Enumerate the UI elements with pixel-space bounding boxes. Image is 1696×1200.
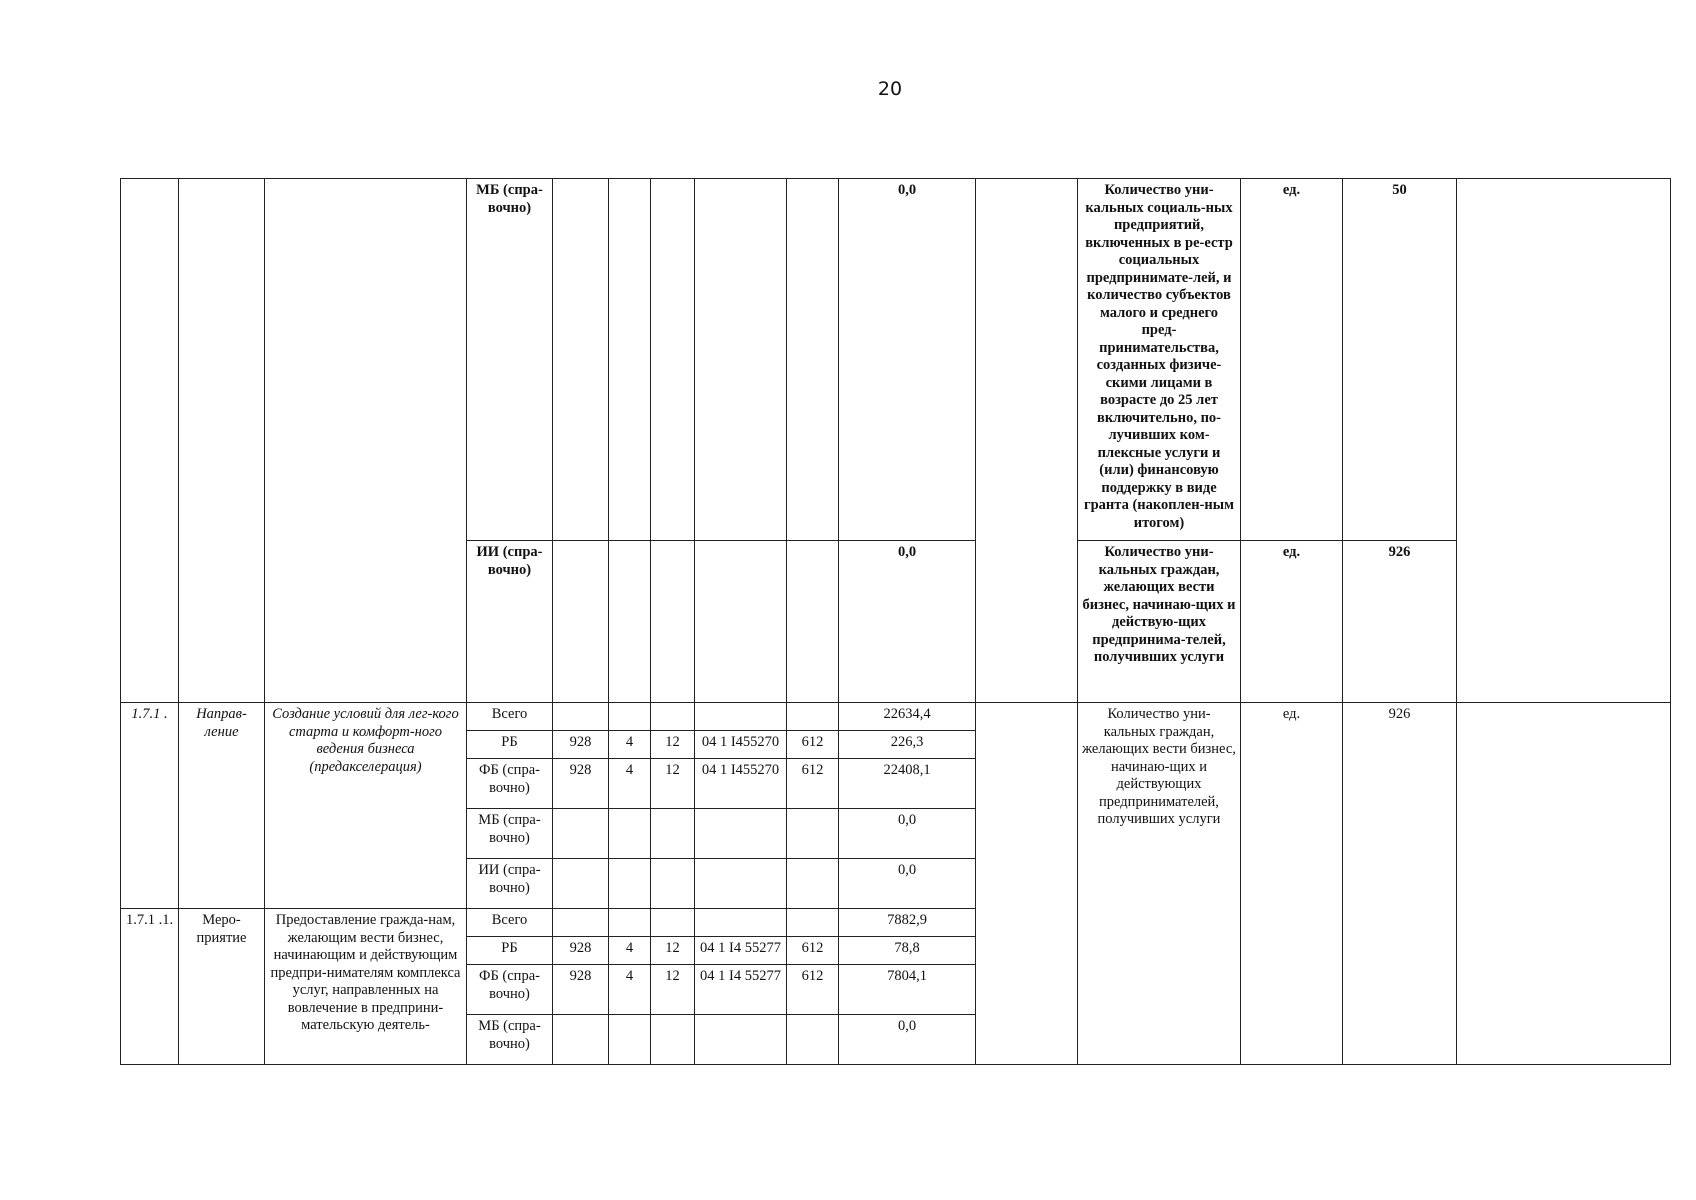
source-cell: Всего <box>467 703 553 731</box>
unit-cell: ед. <box>1241 703 1343 1065</box>
table-row <box>121 179 1671 541</box>
pr-cell: 12 <box>651 731 695 759</box>
source-cell: ИИ (спра-вочно) <box>467 541 553 703</box>
rz-cell <box>609 809 651 859</box>
csr-cell <box>695 179 787 541</box>
pr-cell <box>651 703 695 731</box>
vr-cell <box>787 541 839 703</box>
grbs-cell <box>553 1015 609 1065</box>
grbs-cell <box>553 703 609 731</box>
amount-cell: 0,0 <box>839 859 976 909</box>
budget-table <box>120 178 1671 1065</box>
pr-cell <box>651 809 695 859</box>
rz-cell <box>609 541 651 703</box>
amount-cell: 0,0 <box>839 1015 976 1065</box>
cell-empty <box>121 179 179 703</box>
indicator-cell: Количество уни-кальных граждан, желающих вести бизнес, начинаю-щих и действую-щих предпринима-телей, получивших услуги <box>1078 541 1241 703</box>
vr-cell <box>787 859 839 909</box>
csr-cell <box>695 809 787 859</box>
row-number: 1.7.1 . <box>121 703 179 909</box>
value-cell: 50 <box>1343 179 1457 541</box>
row-number: 1.7.1 .1. <box>121 909 179 1065</box>
row-name: Предоставление гражда-нам, желающим вести бизнес, начинающим и действующим предпри-нимателям комплекса услуг, направленных на вовлечение в предприни-мательскую деятель- <box>265 909 467 1065</box>
rz-cell: 4 <box>609 731 651 759</box>
source-cell: МБ (спра-вочно) <box>467 809 553 859</box>
source-cell: РБ <box>467 731 553 759</box>
cell-empty <box>1457 703 1671 1065</box>
source-cell: МБ (спра-вочно) <box>467 1015 553 1065</box>
value-cell: 926 <box>1343 703 1457 1065</box>
grbs-cell: 928 <box>553 965 609 1015</box>
csr-cell: 04 1 I4 55277 <box>695 937 787 965</box>
vr-cell <box>787 909 839 937</box>
unit-cell: ед. <box>1241 541 1343 703</box>
cell-empty <box>179 179 265 703</box>
pr-cell: 12 <box>651 759 695 809</box>
csr-cell <box>695 541 787 703</box>
rz-cell: 4 <box>609 759 651 809</box>
amount-cell: 22408,1 <box>839 759 976 809</box>
amount-cell: 78,8 <box>839 937 976 965</box>
pr-cell <box>651 1015 695 1065</box>
row-type: Меро-приятие <box>179 909 265 1065</box>
csr-cell: 04 1 I455270 <box>695 731 787 759</box>
grbs-cell: 928 <box>553 731 609 759</box>
pr-cell <box>651 541 695 703</box>
unit-cell: ед. <box>1241 179 1343 541</box>
grbs-cell <box>553 541 609 703</box>
indicator-cell: Количество уни-кальных социаль-ных предприятий, включенных в ре-естр социальных предпринимате-лей, и количество субъектов малого и среднего пред-принимательства, созданных физиче-скими лицами в возрасте до 25 лет включительно, по-лучивших ком-плексные услуги и (или) финансовую поддержку в виде гранта (накоплен-ным итогом) <box>1078 179 1241 541</box>
row-type: Направ-ление <box>179 703 265 909</box>
amount-cell: 0,0 <box>839 179 976 541</box>
cell-empty <box>265 179 467 703</box>
source-cell: МБ (спра-вочно) <box>467 179 553 541</box>
vr-cell <box>787 703 839 731</box>
amount-cell: 0,0 <box>839 541 976 703</box>
rz-cell: 4 <box>609 937 651 965</box>
grbs-cell: 928 <box>553 759 609 809</box>
rz-cell <box>609 909 651 937</box>
source-cell: ФБ (спра-вочно) <box>467 759 553 809</box>
amount-cell: 22634,4 <box>839 703 976 731</box>
amount-cell: 0,0 <box>839 809 976 859</box>
vr-cell: 612 <box>787 731 839 759</box>
amount-cell: 7804,1 <box>839 965 976 1015</box>
csr-cell <box>695 909 787 937</box>
rz-cell <box>609 179 651 541</box>
rz-cell <box>609 1015 651 1065</box>
row-name: Создание условий для лег-кого старта и комфорт-ного ведения бизнеса (предакселерация) <box>265 703 467 909</box>
pr-cell <box>651 179 695 541</box>
grbs-cell <box>553 909 609 937</box>
vr-cell: 612 <box>787 965 839 1015</box>
pr-cell: 12 <box>651 965 695 1015</box>
csr-cell <box>695 1015 787 1065</box>
grbs-cell: 928 <box>553 937 609 965</box>
cell-empty <box>1457 179 1671 703</box>
grbs-cell <box>553 179 609 541</box>
grbs-cell <box>553 809 609 859</box>
csr-cell: 04 1 I455270 <box>695 759 787 809</box>
grbs-cell <box>553 859 609 909</box>
source-cell: ИИ (спра-вочно) <box>467 859 553 909</box>
rz-cell: 4 <box>609 965 651 1015</box>
csr-cell: 04 1 I4 55277 <box>695 965 787 1015</box>
vr-cell <box>787 179 839 541</box>
rz-cell <box>609 859 651 909</box>
pr-cell <box>651 909 695 937</box>
csr-cell <box>695 859 787 909</box>
table-row <box>121 703 1671 731</box>
source-cell: Всего <box>467 909 553 937</box>
pr-cell: 12 <box>651 937 695 965</box>
source-cell: РБ <box>467 937 553 965</box>
cell-empty <box>976 179 1078 703</box>
indicator-cell: Количество уни-кальных граждан, желающих вести бизнес, начинаю-щих и действующих предпринимателей, получивших услуги <box>1078 703 1241 1065</box>
pr-cell <box>651 859 695 909</box>
source-cell: ФБ (спра-вочно) <box>467 965 553 1015</box>
vr-cell <box>787 1015 839 1065</box>
amount-cell: 7882,9 <box>839 909 976 937</box>
cell-empty <box>976 703 1078 1065</box>
page-number: 20 <box>877 78 903 100</box>
amount-cell: 226,3 <box>839 731 976 759</box>
vr-cell: 612 <box>787 759 839 809</box>
value-cell: 926 <box>1343 541 1457 703</box>
csr-cell <box>695 703 787 731</box>
vr-cell <box>787 809 839 859</box>
rz-cell <box>609 703 651 731</box>
vr-cell: 612 <box>787 937 839 965</box>
